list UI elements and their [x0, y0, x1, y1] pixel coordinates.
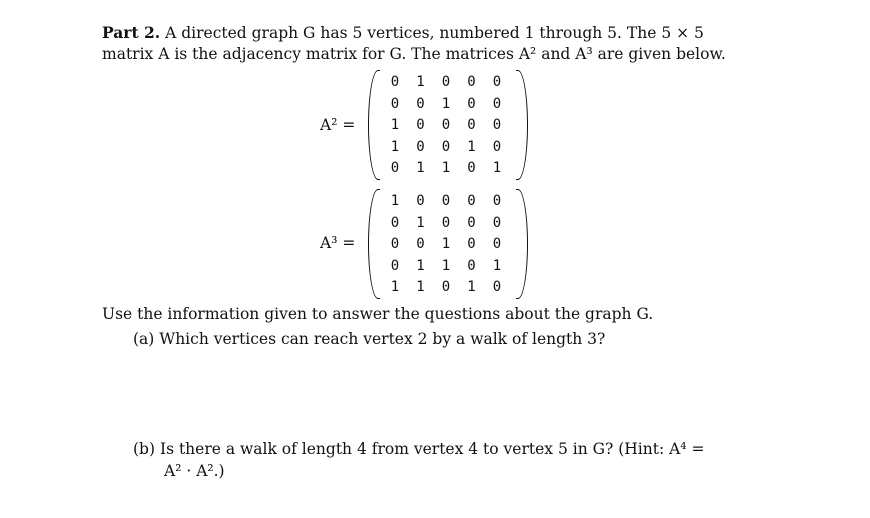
matrix-cell: 0: [416, 117, 425, 133]
matrix-cell: 1: [416, 160, 425, 176]
matrix-cell: 0: [390, 214, 400, 231]
matrix-cell: 0: [467, 117, 476, 133]
question-b-line-1: (b) Is there a walk of length 4 from vertex 4 to vertex 5 in G? (Hint: A⁴ =: [133, 440, 705, 458]
matrix-cell: 0: [467, 193, 476, 209]
matrix-cell: 0: [492, 74, 502, 90]
matrix-cell: 0: [416, 193, 425, 209]
intro-line-1: [102, 23, 704, 43]
matrix-cell: 0: [492, 95, 502, 112]
matrix-cell: 1: [492, 160, 502, 176]
matrix-cell: 0: [492, 236, 502, 252]
matrix-cell: 1: [441, 236, 451, 252]
matrix-cell: 1: [441, 257, 451, 274]
matrix-cell: 1: [416, 257, 425, 274]
left-parenthesis: [368, 70, 380, 180]
matrix-cell: 0: [441, 138, 451, 155]
intro-text-1: A directed graph G has 5 vertices, numbered 1 through 5. The 5 × 5: [165, 24, 704, 42]
matrix-cell: 1: [467, 138, 476, 155]
matrix-a3: [368, 189, 528, 299]
matrix-cell: 0: [492, 214, 502, 231]
matrix-cell: 0: [441, 74, 451, 90]
matrix-cell: 0: [467, 214, 476, 231]
matrix-a3-label: A³ =: [320, 234, 356, 252]
left-parenthesis: [368, 189, 380, 299]
part-heading: Part 2.: [102, 23, 161, 42]
matrix-cell: 0: [441, 193, 451, 209]
intro-text-2: matrix A is the adjacency matrix for G. The matrices A² and A³ are given below.: [102, 45, 726, 63]
matrix-cell: 0: [492, 117, 502, 133]
intro-line-2: [102, 44, 726, 64]
matrix-cell: 1: [390, 138, 400, 155]
matrix-cell: 0: [390, 160, 400, 176]
matrix-cell: 0: [441, 214, 451, 231]
matrix-cell: 0: [390, 236, 400, 252]
instructions: Use the information given to answer the questions about the graph G.: [102, 305, 654, 323]
matrix-cell: 1: [390, 117, 400, 133]
matrix-cell: 0: [467, 160, 476, 176]
matrix-cell: 0: [467, 95, 476, 112]
matrix-cell: 0: [441, 279, 451, 295]
matrix-cell: 0: [441, 117, 451, 133]
matrix-cell: 1: [492, 257, 502, 274]
matrix-cell: 0: [416, 236, 425, 252]
matrix-cell: 0: [467, 257, 476, 274]
matrix-cell: 0: [492, 193, 502, 209]
right-parenthesis: [516, 70, 528, 180]
matrix-cell: 0: [390, 74, 400, 90]
matrix-cell: 0: [492, 279, 502, 295]
matrix-cell: 0: [492, 138, 502, 155]
matrix-cell: 1: [416, 74, 425, 90]
matrix-cell: 1: [441, 95, 451, 112]
matrix-cell: 0: [467, 236, 476, 252]
matrix-a2-label: A² =: [320, 116, 356, 134]
matrix-a2: [368, 70, 528, 180]
question-b-line-2: A² · A².): [164, 462, 225, 480]
question-a: (a) Which vertices can reach vertex 2 by a walk of length 3?: [133, 330, 606, 348]
matrix-cell: 0: [467, 74, 476, 90]
matrix-cell: 0: [390, 257, 400, 274]
matrix-cell: 1: [416, 214, 425, 231]
matrix-cell: 1: [390, 193, 400, 209]
right-parenthesis: [516, 189, 528, 299]
matrix-cell: 0: [416, 138, 425, 155]
matrix-cell: 0: [390, 95, 400, 112]
matrix-cell: 1: [390, 279, 400, 295]
matrix-cell: 1: [467, 279, 476, 295]
matrix-cell: 0: [416, 95, 425, 112]
matrix-cell: 1: [416, 279, 425, 295]
matrix-cell: 1: [441, 160, 451, 176]
